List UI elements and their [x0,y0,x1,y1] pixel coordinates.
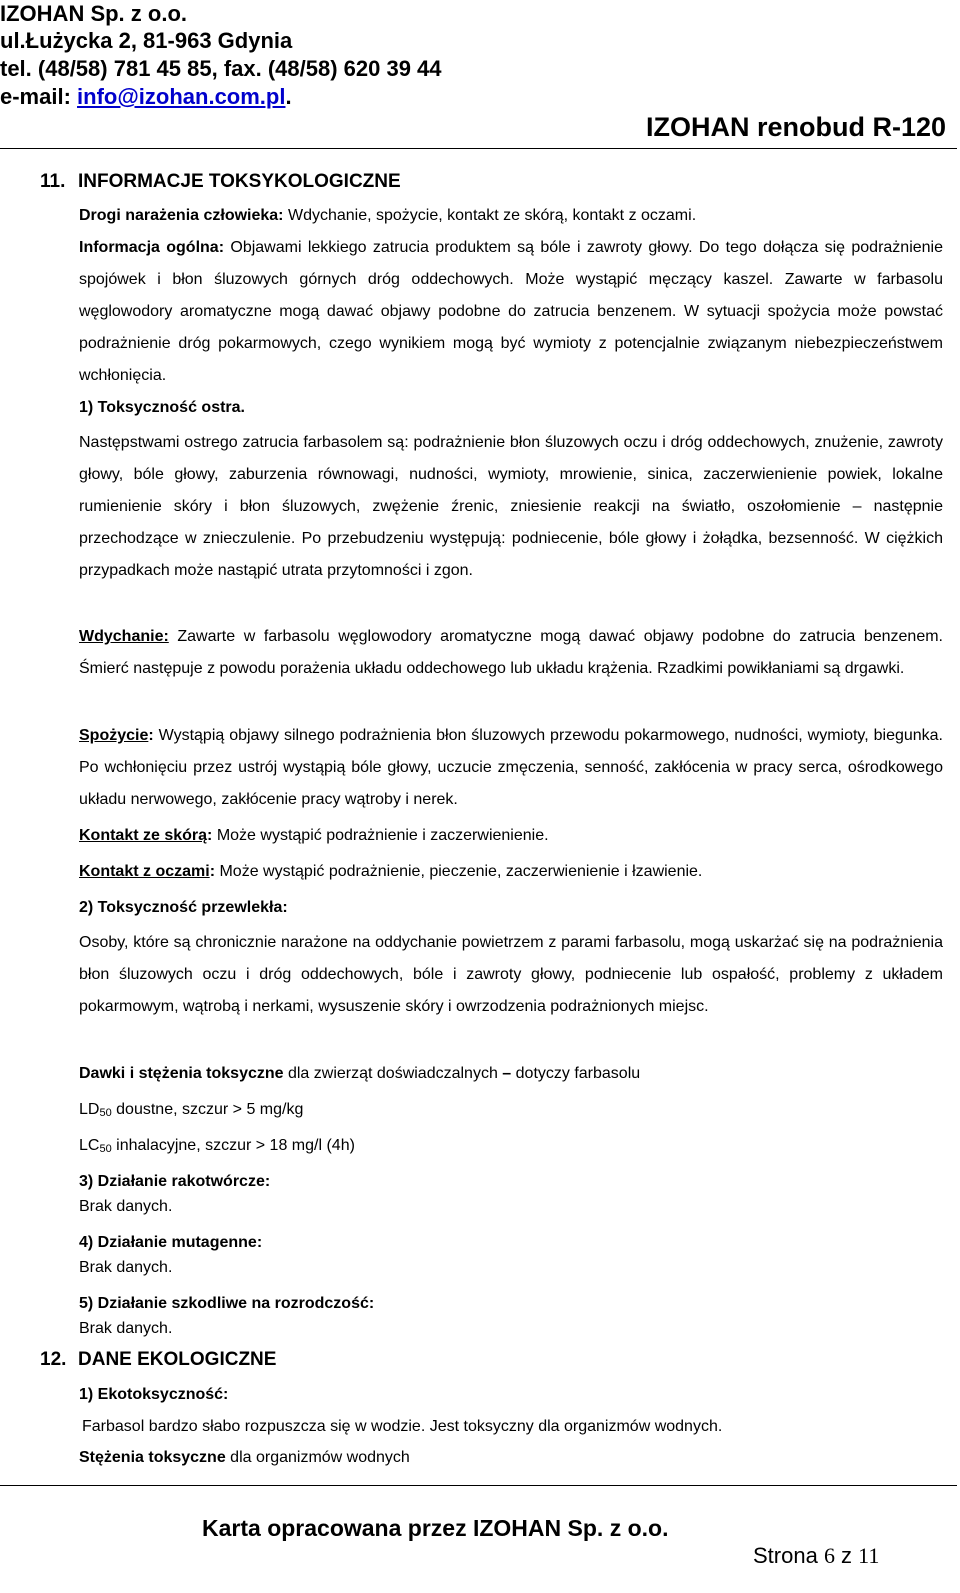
general-info-text: Objawami lekkiego zatrucia produktem są bóle i zawroty głowy. Do tego dołącza się podrażnienie spojówek i błon śluzowych górnych dróg oddechowych. Może wystąpić męczący kaszel. Zawarte w farbasolu węglowodory aromatyczne mogą dawać objawy podobne do zatrucia benzenem. W sytuacji spożycia może powstać podrażnienie dróg pokarmowych, czego wynikiem mogą być wymioty z potencjalnie związanym niebezpieczeństwem wchłonięcia. [79,239,944,384]
prepared-by: Karta opracowana przez IZOHAN Sp. z o.o. [202,1515,669,1541]
skin-contact [79,825,549,847]
aquatic-toxicity-text: dla organizmów wodnych [225,1449,410,1466]
lc50-subscript: 50 [99,1143,112,1155]
toxic-doses-line [79,1063,640,1085]
company-address: ul.Łużycka 2, 81-963 Gdynia [0,28,293,53]
lc50-line [79,1135,355,1160]
acute-toxicity-paragraph: Następstwami ostrego zatrucia farbasolem są: podrażnienie błon śluzowych oczu i dróg oddechowych, znużenie, zawroty głowy, bóle głowy, zaburzenia równowagi, nudności, wymioty, mrowienie, sinica, zaczerwienienie powiek, lokalne rumienienie skóry i błon śluzowych, zwężenie źrenic, zniesienie reakcji na światło, oszołomienie – następnie przechodzące w znieczulenie. Po przebudzeniu występują: podniecenie, bóle głowy i żołądka, bezsenność. W ciężkich przypadkach może nastąpić utrata przytomności i zgon. [79,434,943,579]
toxic-doses-label: Dawki i stężenia toksyczne [79,1065,284,1082]
mutagenic-text: Brak danych. [79,1259,173,1276]
company-phones: tel. (48/58) 781 45 85, fax. (48/58) 620 39 44 [0,56,442,81]
general-info-paragraph [79,232,943,392]
inhalation-label: Wdychanie: [79,628,169,645]
lc50-text: inhalacyjne, szczur > 18 mg/l (4h) [111,1137,355,1154]
ingestion-label: Spożycie [79,727,149,744]
footer-rule [0,1485,957,1486]
ecotoxicity-text: Farbasol bardzo słabo rozpuszcza się w wodzie. Jest toksyczny dla organizmów wodnych. [82,1418,723,1435]
page-word: Strona [753,1543,824,1568]
page-number [753,1543,879,1569]
reproductive-text: Brak danych. [79,1320,173,1337]
carcinogenic-text: Brak danych. [79,1198,173,1215]
ecotoxicity-heading: 1) Ekotoksyczność: [79,1386,229,1403]
page-of: z [834,1543,859,1568]
toxic-doses-text2: dotyczy farbasolu [511,1065,641,1082]
section-12-number: 12. [40,1349,67,1370]
skin-contact-text: Może wystąpić podrażnienie i zaczerwienienie. [212,827,549,844]
ld50-subscript: 50 [99,1107,112,1119]
skin-contact-label: Kontakt ze skórą [79,827,208,844]
header-rule [0,148,957,149]
eye-contact-colon: : [209,863,216,880]
chronic-toxicity-heading: 2) Toksyczność przewlekła: [79,899,288,916]
exposure-routes [79,205,696,227]
ld50-prefix: LD [79,1101,100,1118]
ingestion-paragraph [79,720,943,816]
company-email-line [0,83,292,111]
section-12-heading [40,1349,276,1371]
section-11-heading [40,171,401,193]
company-name: IZOHAN Sp. z o.o. [0,1,187,26]
inhalation-text: Zawarte w farbasolu węglowodory aromatyczne mogą dawać objawy podobne do zatrucia benzenem. Śmierć następuje z powodu porażenia układu oddechowego lub układu krążenia. Rzadkimi powikłaniami są drgawki. [79,628,943,677]
email-link[interactable]: info@izohan.com.pl [77,84,286,109]
eye-contact-label: Kontakt z oczami [79,863,210,880]
mutagenic-heading: 4) Działanie mutagenne: [79,1234,263,1251]
skin-contact-colon: : [207,827,213,844]
inhalation-paragraph [79,621,943,685]
eye-contact-text: Może wystąpić podrażnienie, pieczenie, zaczerwienienie i łzawienie. [215,863,703,880]
section-11-number: 11. [40,171,66,192]
aquatic-toxicity-line [79,1447,410,1469]
ingestion-text: Wystąpią objawy silnego podrażnienia błon śluzowych przewodu pokarmowego, nudności, wymioty, biegunka. Po wchłonięciu przez ustrój wystąpią bóle głowy, uczucie zmęczenia, senność, zakłócenia w pracy serca, ośrodkowego układu nerwowego, zakłócenie pracy wątroby i nerek. [79,727,943,808]
email-label: e-mail: [0,84,78,109]
ingestion-colon: : [148,727,154,744]
chronic-toxicity-paragraph: Osoby, które są chronicznie narażone na oddychanie powietrzem z parami farbasolu, mogą uskarżać się na podrażnienia błon śluzowych oczu i dróg oddechowych, bóle i zawroty głowy, podniecenie lub ospałość, problemy z układem pokarmowym, wątrobą i nerkami, wysuszenie skóry i owrzodzenia podrażnionych miejsc. [79,934,943,1015]
email-suffix: . [285,84,292,109]
carcinogenic-heading: 3) Działanie rakotwórcze: [79,1173,271,1190]
reproductive-heading: 5) Działanie szkodliwe na rozrodczość: [79,1295,375,1312]
page-total: 11 [858,1543,880,1568]
section-12-title: DANE EKOLOGICZNE [78,1349,277,1370]
ld50-line [79,1099,303,1124]
toxic-doses-dash: – [502,1065,512,1082]
acute-toxicity-heading: 1) Toksyczność ostra. [79,399,245,416]
general-info-label: Informacja ogólna: [79,239,225,256]
exposure-routes-text: Wdychanie, spożycie, kontakt ze skórą, kontakt z oczami. [283,207,697,224]
product-name: IZOHAN renobud R-120 [645,112,946,142]
toxic-doses-text: dla zwierząt doświadczalnych [283,1065,503,1082]
exposure-routes-label: Drogi narażenia człowieka: [79,207,284,224]
lc50-prefix: LC [79,1137,100,1154]
page-current: 6 [823,1543,835,1568]
section-11-title: INFORMACJE TOKSYKOLOGICZNE [78,171,401,192]
eye-contact [79,861,702,883]
ld50-text: doustne, szczur > 5 mg/kg [111,1101,304,1118]
aquatic-toxicity-label: Stężenia toksyczne [79,1449,226,1466]
